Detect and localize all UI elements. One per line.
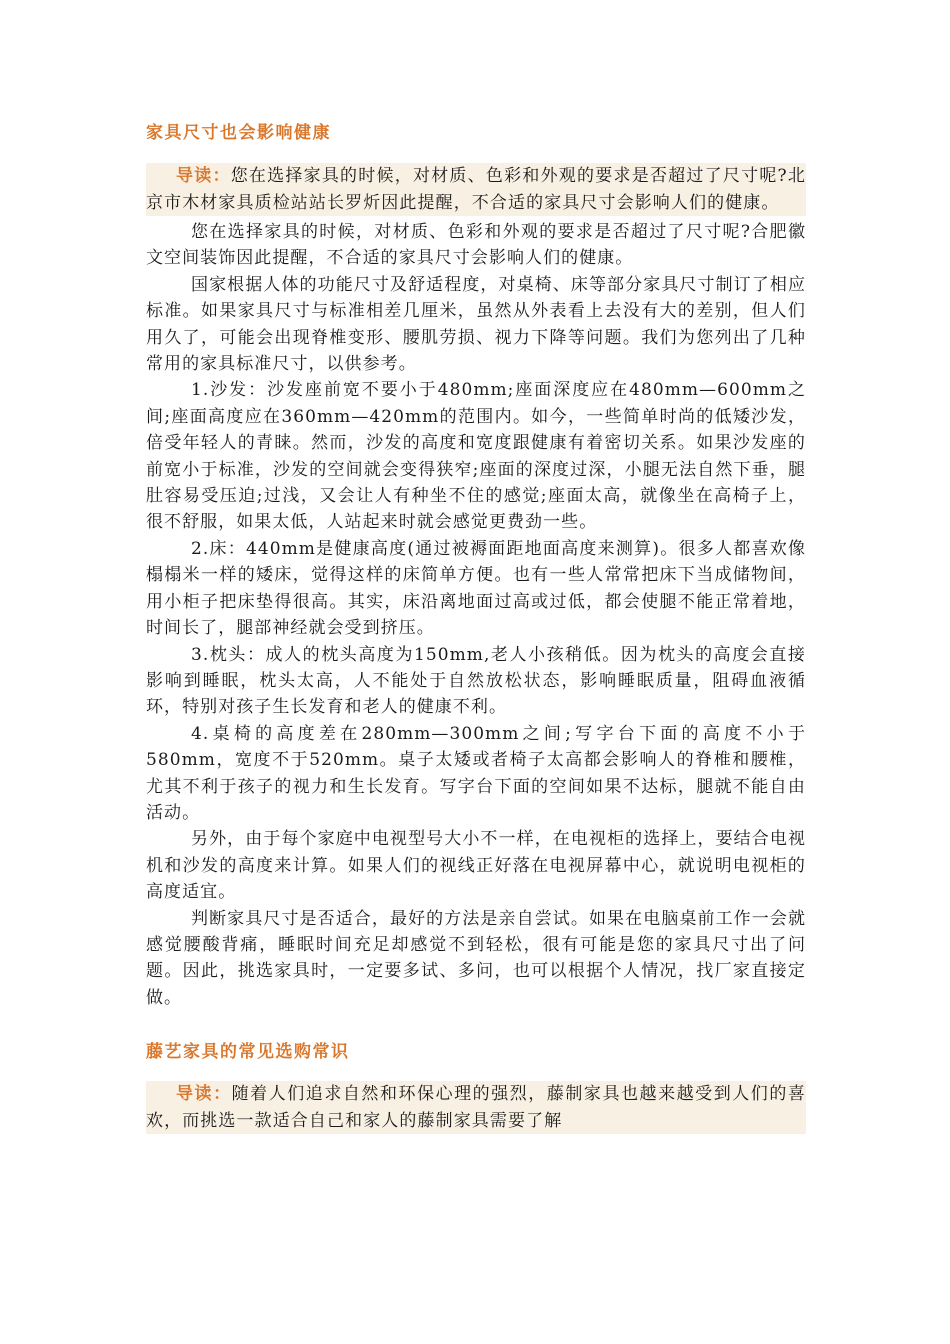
desk-chair-paragraph: 4.桌椅的高度差在280mm—300mm之间;写字台下面的高度不小于580mm，宽度不于520mm。桌子太矮或者椅子太高都会影响人的脊椎和腰椎，尤其不利于孩子的视力和生长发育。写字台下面的空间如果不达标，腿就不能自由活动。 — [146, 723, 806, 823]
pillow-paragraph: 3.枕头：成人的枕头高度为150mm,老人小孩稍低。因为枕头的高度会直接影响到睡眠，枕头太高，人不能处于自然放松状态，影响睡眠质量，阻碍血液循环，特别对孩子生长发育和老人的健康不利。 — [146, 644, 806, 718]
article-title: 藤艺家具的常见选购常识 — [146, 1042, 350, 1063]
document-page — [146, 118, 806, 1134]
article-title: 家具尺寸也会影响健康 — [146, 123, 331, 143]
body-paragraph: 您在选择家具的时候，对材质、色彩和外观的要求是否超过了尺寸呢?合肥徽文空间装饰因此提醒，不合适的家具尺寸会影响人们的健康。 — [146, 222, 806, 269]
bed-paragraph: 2.床：440mm是健康高度(通过被褥面距地面高度来测算)。很多人都喜欢像榻榻米一样的矮床，觉得这样的床简单方便。也有一些人常常把床下当成储物间，用小柜子把床垫得很高。其实，床沿离地面过高或过低，都会使腿不能正常着地，时间长了，腿部神经就会受到挤压。 — [146, 538, 806, 639]
lead-label: 导读： — [176, 166, 231, 186]
body-paragraph: 国家根据人体的功能尺寸及舒适程度，对桌椅、床等部分家具尺寸制订了相应标准。如果家具尺寸与标准相差几厘米，虽然从外表看上去没有大的差别，但人们用久了，可能会出现脊椎变形、腰肌劳损、视力下降等问题。我们为您列出了几种常用的家具标准尺寸，以供参考。 — [146, 274, 806, 375]
sofa-paragraph: 1.沙发：沙发座前宽不要小于480mm;座面深度应在480mm—600mm之间;座面高度应在360mm—420mm的范围内。如今，一些简单时尚的低矮沙发，倍受年轻人的青睐。然而，沙发的高度和宽度跟健康有着密切关系。如果沙发座的前宽小于标准，沙发的空间就会变得狭窄;座面的深度过深，小腿无法自然下垂，腿肚容易受压迫;过浅，又会让人有种坐不住的感觉;座面太高，就像坐在高椅子上，很不舒服，如果太低，人站起来时就会感觉更费劲一些。 — [146, 380, 806, 533]
lead-label: 导读： — [176, 1084, 232, 1105]
lead-text: 随着人们追求自然和环保心理的强烈，藤制家具也越来越受到人们的喜欢，而挑选一款适合自己和家人的藤制家具需要了解 — [146, 1084, 806, 1131]
article-lead — [146, 1081, 806, 1134]
article-lead — [146, 163, 806, 216]
tv-cabinet-paragraph: 另外，由于每个家庭中电视型号大小不一样，在电视柜的选择上，要结合电视机和沙发的高度来计算。如果人们的视线正好落在电视屏幕中心，就说明电视柜的高度适宜。 — [146, 829, 806, 903]
lead-text: 您在选择家具的时候，对材质、色彩和外观的要求是否超过了尺寸呢?北京市木材家具质检站站长罗炘因此提醒，不合适的家具尺寸会影响人们的健康。 — [146, 166, 806, 213]
conclusion-paragraph: 判断家具尺寸是否适合，最好的方法是亲自尝试。如果在电脑桌前工作一会就感觉腰酸背痛，睡眠时间充足却感觉不到轻松，很有可能是您的家具尺寸出了问题。因此，挑选家具时，一定要多试、多问，也可以根据个人情况，找厂家直接定做。 — [146, 908, 806, 1008]
